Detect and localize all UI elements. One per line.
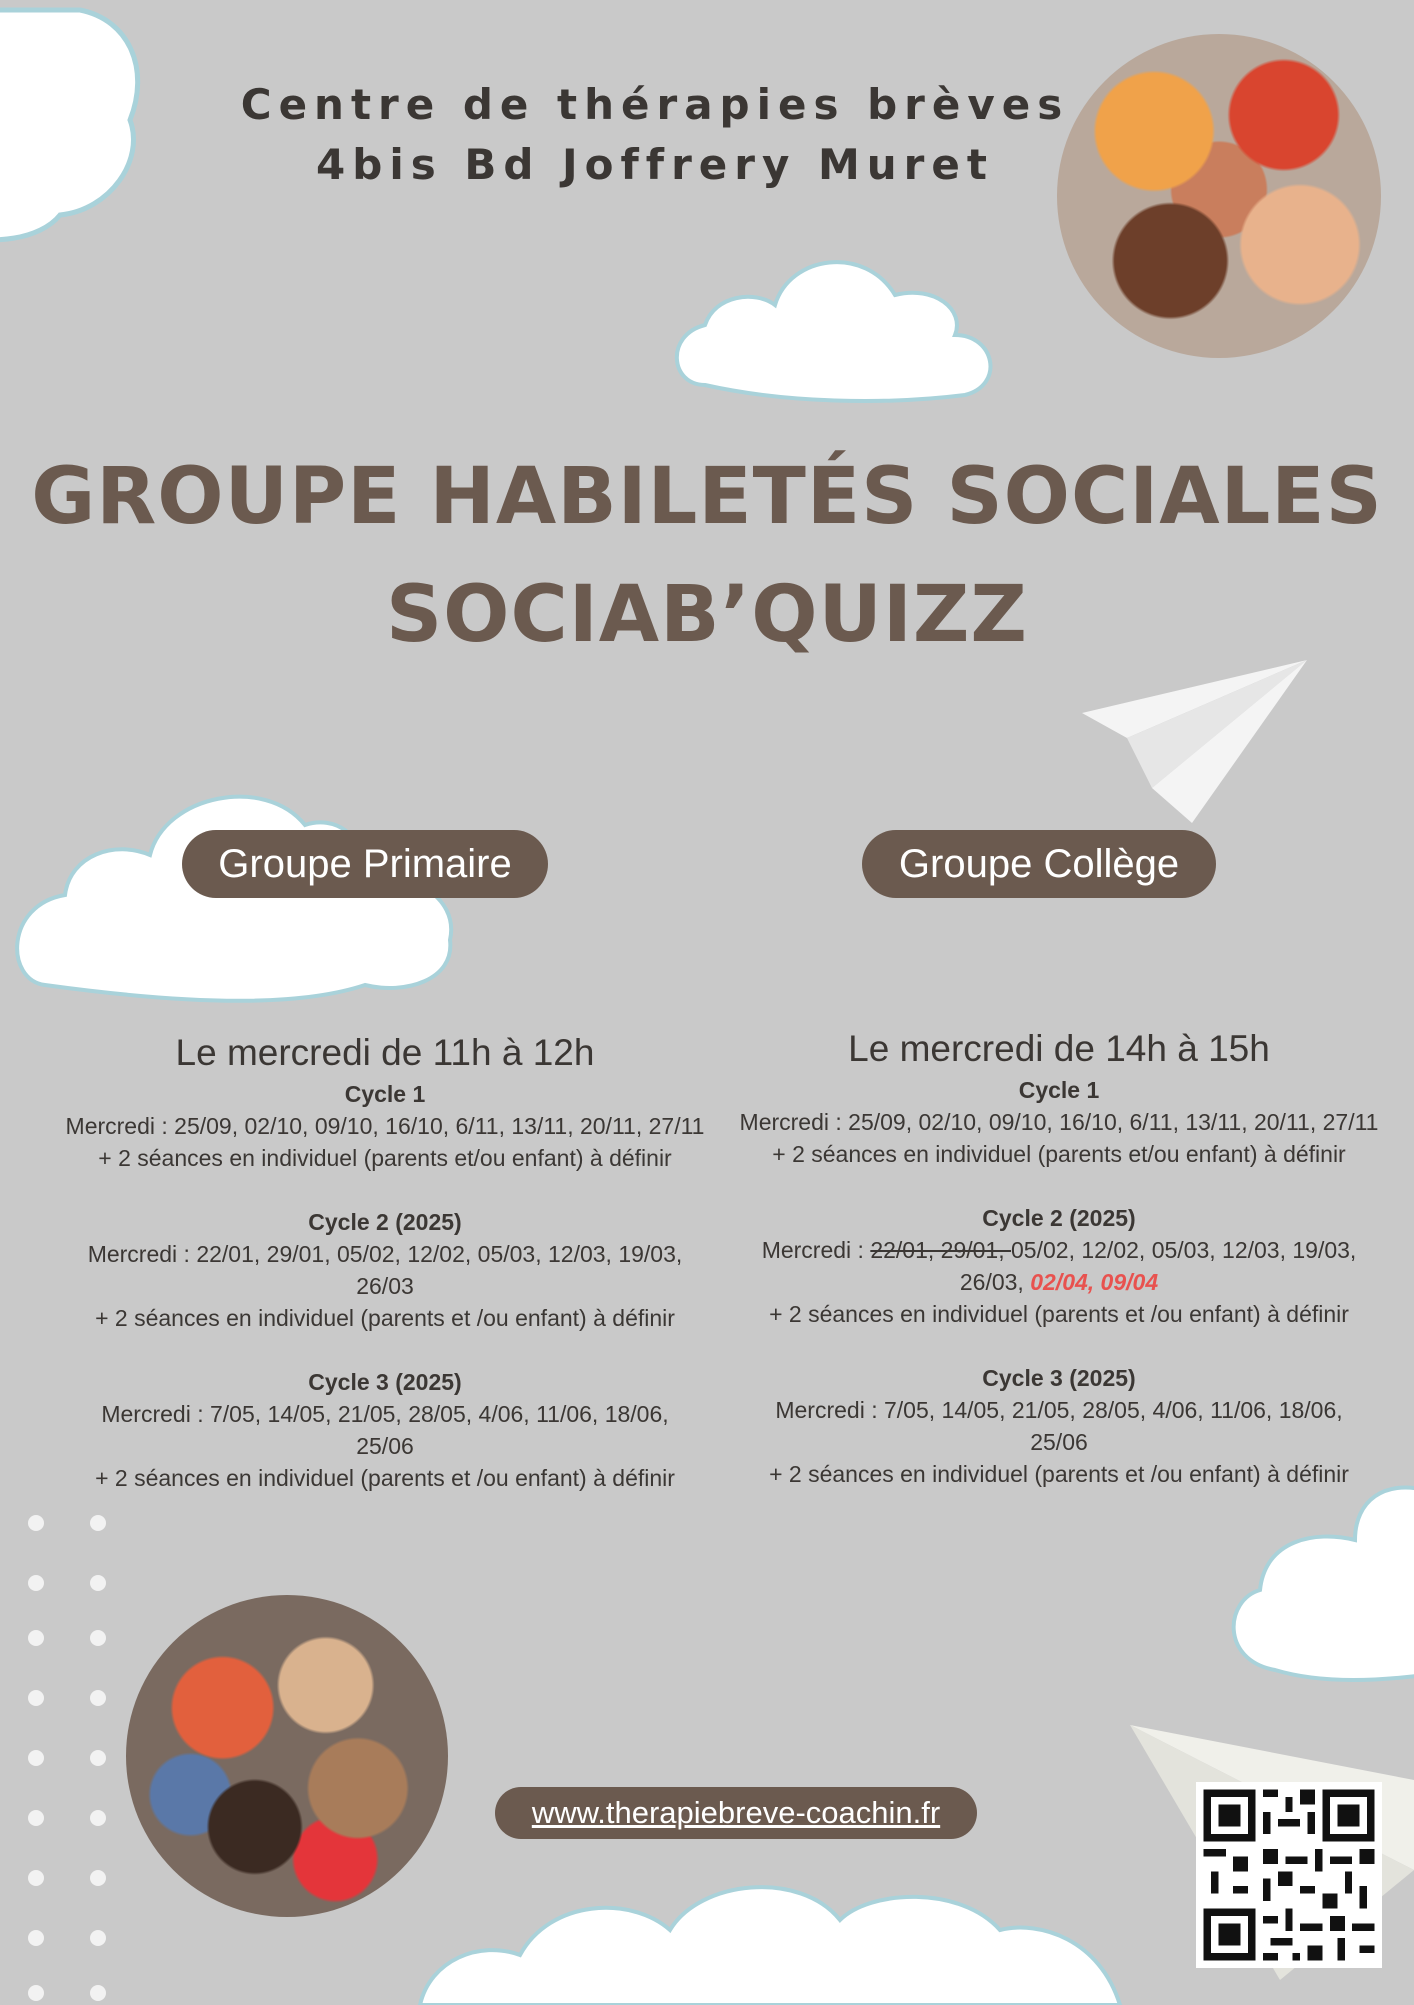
primaire-cycle2-title: Cycle 2 (2025) <box>308 1209 462 1235</box>
header-center-name: Centre de thérapies brèves <box>240 80 1070 129</box>
primaire-cycle1-note: + 2 séances en individuel (parents et/ou enfant) à définir <box>98 1145 672 1171</box>
college-cycle1-note: + 2 séances en individuel (parents et/ou enfant) à définir <box>772 1141 1346 1167</box>
primaire-cycle3-note: + 2 séances en individuel (parents et /ou enfant) à définir <box>95 1465 675 1491</box>
paper-plane-icon <box>1082 658 1312 828</box>
cloud-right-middle <box>1205 1480 1414 1700</box>
college-cycle2-added-dates: 02/04, 09/04 <box>1030 1269 1159 1295</box>
college-cycle2-dates-cont <box>724 1266 1394 1298</box>
college-cycle2-note: + 2 séances en individuel (parents et /ou enfant) à définir <box>769 1301 1349 1327</box>
college-cycle1-dates: Mercredi : 25/09, 02/10, 09/10, 16/10, 6/11, 13/11, 20/11, 27/11 <box>739 1109 1379 1135</box>
header-address: 4bis Bd Joffrery Muret <box>316 140 994 189</box>
website-link[interactable]: www.therapiebreve-coachin.fr <box>495 1787 977 1839</box>
cloud-bottom <box>400 1860 1180 2005</box>
primaire-time: Le mercredi de 11h à 12h <box>175 1032 595 1073</box>
primaire-cycle3-title: Cycle 3 (2025) <box>308 1369 462 1395</box>
qr-code-icon[interactable] <box>1196 1782 1382 1968</box>
primaire-cycle2-note: + 2 séances en individuel (parents et /ou enfant) à définir <box>95 1305 675 1331</box>
college-cycle3-dates-cont: 25/06 <box>1030 1429 1088 1455</box>
primaire-cycle3-dates-cont: 25/06 <box>356 1433 414 1459</box>
college-cycle2-line2: 26/03, <box>959 1269 1031 1295</box>
children-circle-photo <box>126 1595 448 1917</box>
college-cycle2-dates-rest: 05/02, 12/02, 05/03, 12/03, 19/03, <box>1011 1237 1357 1263</box>
college-cycle2-prefix: Mercredi : <box>761 1237 871 1263</box>
college-cycle3-note: + 2 séances en individuel (parents et /ou enfant) à définir <box>769 1461 1349 1487</box>
college-cycle2-title: Cycle 2 (2025) <box>982 1205 1136 1231</box>
college-time: Le mercredi de 14h à 15h <box>848 1028 1270 1069</box>
college-cycle1-title: Cycle 1 <box>1018 1077 1100 1103</box>
group-primaire-label: Groupe Primaire <box>182 830 548 898</box>
primaire-cycle2-dates-cont: 26/03 <box>356 1273 414 1299</box>
primaire-cycle1-dates: Mercredi : 25/09, 02/10, 09/10, 16/10, 6/11, 13/11, 20/11, 27/11 <box>65 1113 705 1139</box>
college-cycle2-dates <box>724 1234 1394 1266</box>
college-cycle2-cancelled-dates: 22/01, 29/01, <box>870 1237 1012 1263</box>
cloud-top-center <box>665 235 1015 420</box>
teenagers-circle-photo <box>1057 34 1381 358</box>
title-line-1: GROUPE HABILETÉS SOCIALES <box>31 452 1383 542</box>
group-college-label: Groupe Collège <box>862 830 1216 898</box>
primaire-schedule <box>50 1032 720 1494</box>
cloud-top-left <box>0 0 190 260</box>
primaire-cycle3-dates: Mercredi : 7/05, 14/05, 21/05, 28/05, 4/06, 11/06, 18/06, <box>101 1401 669 1427</box>
primaire-cycle1-title: Cycle 1 <box>344 1081 426 1107</box>
title-line-2: SOCIAB’QUIZZ <box>386 570 1028 660</box>
college-schedule <box>724 1028 1394 1490</box>
college-cycle3-dates: Mercredi : 7/05, 14/05, 21/05, 28/05, 4/06, 11/06, 18/06, <box>775 1397 1343 1423</box>
primaire-cycle2-dates: Mercredi : 22/01, 29/01, 05/02, 12/02, 05/03, 12/03, 19/03, <box>87 1241 683 1267</box>
college-cycle3-title: Cycle 3 (2025) <box>982 1365 1136 1391</box>
